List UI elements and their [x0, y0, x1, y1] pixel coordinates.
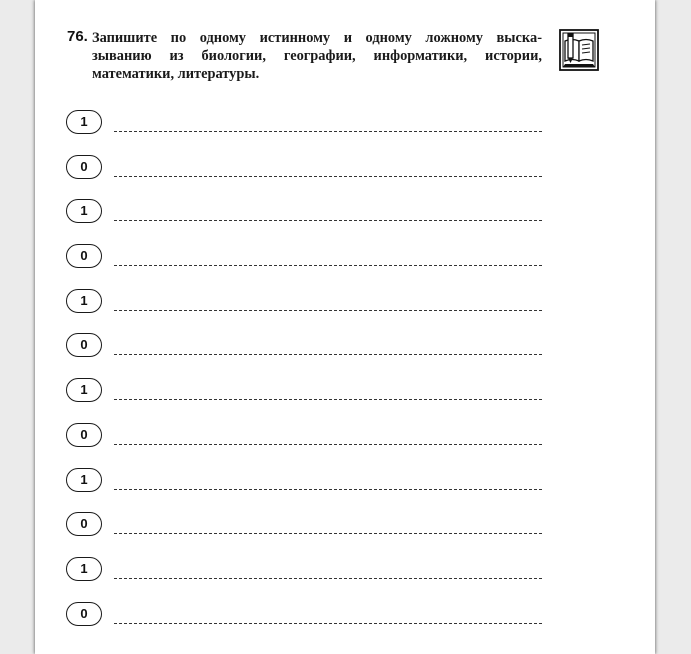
answer-row	[66, 199, 546, 244]
task-statement-line: математики, литературы.	[92, 66, 260, 82]
book-with-pencil-icon	[559, 29, 599, 71]
answer-line[interactable]	[114, 578, 542, 579]
answer-line[interactable]	[114, 265, 542, 266]
score-badge: 0	[66, 244, 102, 268]
answer-line[interactable]	[114, 220, 542, 221]
answer-row	[66, 512, 546, 557]
score-badge: 0	[66, 512, 102, 536]
workbook-page	[35, 0, 655, 654]
answer-row	[66, 244, 546, 289]
task-statement-line: Запишите по одному истинному и одному ложному выска-	[92, 30, 542, 46]
score-badge: 1	[66, 289, 102, 313]
score-badge: 0	[66, 423, 102, 447]
score-badge: 1	[66, 110, 102, 134]
task-number: 76.	[67, 28, 88, 45]
answer-line[interactable]	[114, 131, 542, 132]
answer-line[interactable]	[114, 176, 542, 177]
score-badge: 0	[66, 602, 102, 626]
answer-row	[66, 155, 546, 200]
task-statement-line: зыванию из биологии, географии, информатики, истории,	[92, 48, 542, 64]
score-badge: 0	[66, 333, 102, 357]
answer-line[interactable]	[114, 533, 542, 534]
answer-line[interactable]	[114, 444, 542, 445]
score-badge: 1	[66, 468, 102, 492]
answer-row	[66, 110, 546, 155]
score-badge: 1	[66, 557, 102, 581]
answer-row	[66, 289, 546, 334]
answer-row	[66, 557, 546, 602]
answer-row	[66, 423, 546, 468]
answer-line[interactable]	[114, 399, 542, 400]
answer-rows	[66, 110, 546, 646]
score-badge: 1	[66, 378, 102, 402]
answer-row	[66, 333, 546, 378]
answer-line[interactable]	[114, 489, 542, 490]
answer-row	[66, 468, 546, 513]
answer-line[interactable]	[114, 354, 542, 355]
answer-line[interactable]	[114, 623, 542, 624]
score-badge: 0	[66, 155, 102, 179]
task-statement	[92, 29, 542, 83]
answer-row	[66, 602, 546, 647]
answer-line[interactable]	[114, 310, 542, 311]
score-badge: 1	[66, 199, 102, 223]
answer-row	[66, 378, 546, 423]
